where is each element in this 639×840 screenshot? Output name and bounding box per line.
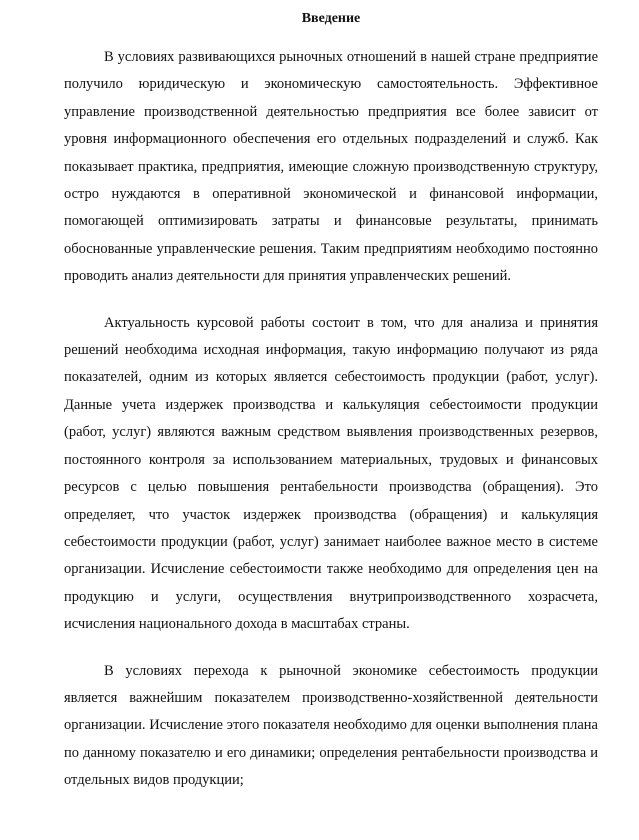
document-page [64, 0, 598, 840]
paragraph-market-economy: В условиях перехода к рыночной экономике себестоимость продукции является важнейшим показателем производственно-хозяйственной деятельности организации. Исчисление этого показателя необходимо для оценки выполнения плана по данному показателю и его динамики; определения рентабельности производства и отдельных видов продукции; [64, 662, 598, 789]
paragraph-relevance: Актуальность курсовой работы состоит в том, что для анализа и принятия решений необходима исходная информация, такую информацию получают из ряда показателей, одним из которых является себестоимость продукции (работ, услуг). Данные учета издержек производства и калькуляция себестоимости продукции (работ, услуг) являются важным средством выявления производственных резервов, постоянного контроля за использованием материальных, трудовых и финансовых ресурсов с целью повышения рентабельности производства (обращения). Это определяет, что участок издержек производства (обращения) и калькуляция себестоимости продукции (работ, услуг) занимает наиболее важное место в системе организации. Исчисление себестоимости также необходимо для определения цен на продукцию и услуги, осуществления внутрипроизводственного хозрасчета, исчисления национального дохода в масштабах страны. [64, 314, 598, 633]
document-title: Введение [301, 11, 361, 26]
paragraph-introduction: В условиях развивающихся рыночных отношений в нашей стране предприятие получило юридическую и экономическую самостоятельность. Эффективное управление производственной деятельностью предприятия все более зависит от уровня информационного обеспечения его отдельных подразделений и служб. Как показывает практика, предприятия, имеющие сложную производственную структуру, остро нуждаются в оперативной экономической и финансовой информации, помогающей оптимизировать затраты и финансовые результаты, принимать обоснованные управленческие решения. Таким предприятиям необходимо постоянно проводить анализ деятельности для принятия управленческих решений. [64, 49, 598, 285]
